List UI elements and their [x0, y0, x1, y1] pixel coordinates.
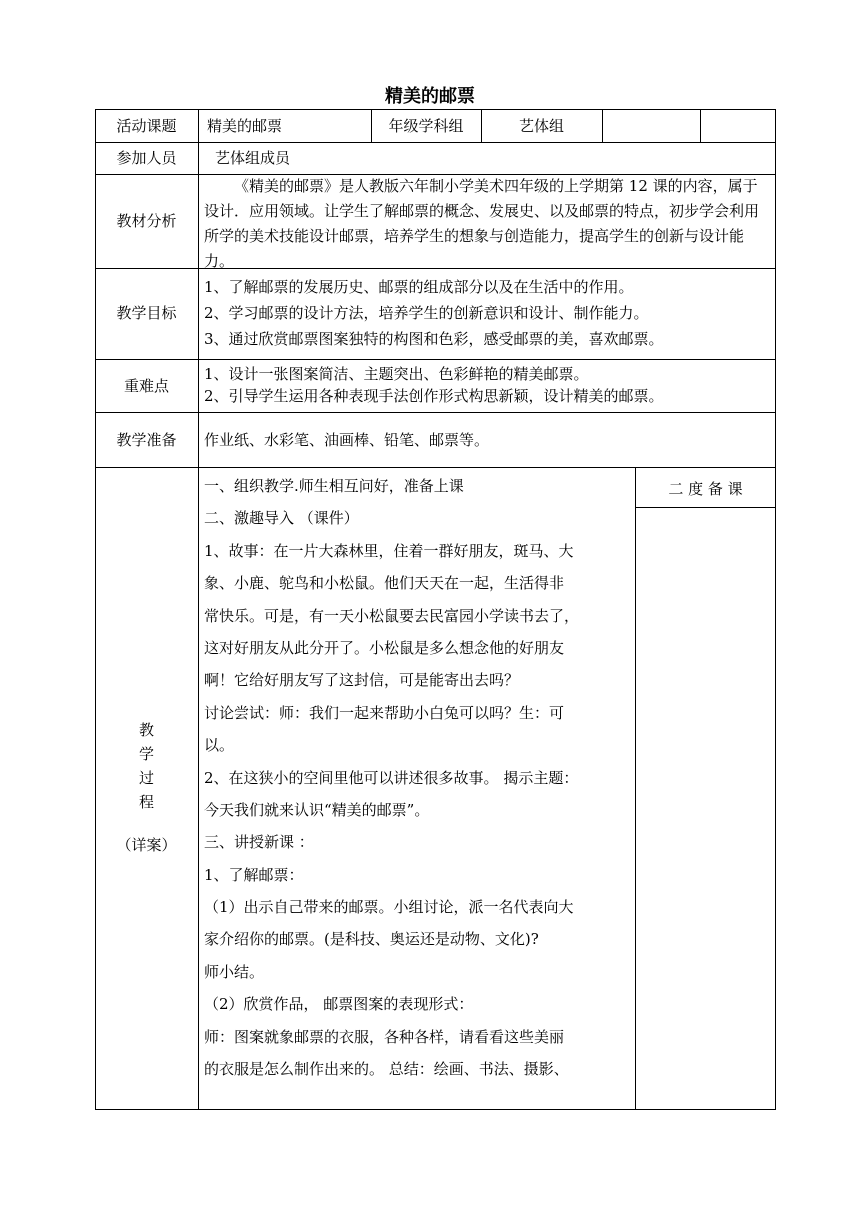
side-column-divider — [635, 467, 636, 1109]
key-point-item: 2、引导学生运用各种表现手法创作形式构思新颖，设计精美的邮票。 — [204, 387, 664, 405]
process-label-char: 过 — [138, 769, 154, 787]
process-line: 常快乐。可是，有一天小松鼠要去民富园小学读书去了， — [204, 606, 580, 625]
grade-value: 艺体组 — [518, 117, 564, 135]
process-line: 三、讲授新课 ： — [204, 833, 314, 852]
goal-item: 1、了解邮票的发展历史、邮票的组成部分以及在生活中的作用。 — [204, 278, 634, 296]
process-line: 1、了解邮票： — [204, 865, 304, 884]
process-line: 的衣服是怎么制作出来的。 总结：绘画、书法、摄影、 — [204, 1060, 569, 1079]
analysis-label: 教材分析 — [116, 212, 177, 230]
goal-item: 3、通过欣赏邮票图案独特的构图和色彩，感受邮票的美，喜欢邮票。 — [204, 330, 664, 348]
table-border-left — [95, 109, 96, 1110]
process-line: 象、小鹿、鸵鸟和小松鼠。他们天天在一起，生活得非 — [204, 574, 565, 593]
process-label-note: （详案） — [116, 836, 177, 854]
goals-label: 教学目标 — [116, 304, 177, 322]
key-point-item: 1、设计一张图案简洁、主题突出、色彩鲜艳的精美邮票。 — [204, 365, 589, 383]
process-line: 讨论尝试：师：我们一起来帮助小白兔可以吗？生：可 — [204, 703, 565, 722]
process-line: 师小结。 — [204, 962, 265, 981]
process-content — [204, 470, 634, 1085]
goal-item: 2、学习邮票的设计方法，培养学生的创新意识和设计、制作能力。 — [204, 304, 649, 322]
side-header-divider — [635, 507, 776, 508]
col-divider — [700, 109, 701, 142]
prep-label: 教学准备 — [116, 431, 177, 449]
process-line: 这对好朋友从此分开了。小松鼠是多么想念他的好朋友 — [204, 638, 565, 657]
process-line: 今天我们就来认识“精美的邮票”。 — [204, 800, 430, 819]
participants-label: 参加人员 — [116, 149, 177, 167]
participants-value: 艺体组成员 — [215, 149, 291, 167]
process-line: 1、故事：在一片大森林里，住着一群好朋友，斑马、大 — [204, 541, 574, 560]
process-line: 2、在这狭小的空间里他可以讲述很多故事。 揭示主题： — [204, 768, 579, 787]
grade-label: 年级学科组 — [388, 117, 464, 135]
page-title: 精美的邮票 — [385, 86, 475, 107]
second-preparation-header: 二 度 备 课 — [668, 480, 743, 498]
prep-value: 作业纸、水彩笔、油画棒、铅笔、邮票等。 — [204, 431, 490, 449]
process-line: 啊！它给好朋友写了这封信，可是能寄出去吗？ — [204, 671, 520, 690]
process-label-char: 学 — [138, 745, 154, 763]
process-label-char: 教 — [138, 721, 154, 739]
process-line: 一、组织教学.师生相互问好，准备上课 — [204, 477, 464, 495]
process-label-char: 程 — [138, 793, 154, 811]
process-line: 以。 — [204, 736, 235, 755]
process-line: 家介绍你的邮票。(是科技、奥运还是动物、文化)? — [204, 930, 539, 949]
process-line: 二、激趣导入 （课件） — [204, 509, 359, 528]
key-points-label: 重难点 — [123, 377, 169, 395]
lesson-plan-table — [95, 109, 776, 1110]
topic-label: 活动课题 — [116, 117, 177, 135]
process-line: （2）欣赏作品， 邮票图案的表现形式： — [204, 995, 474, 1014]
col-divider — [602, 109, 603, 142]
table-border-right — [775, 109, 776, 1110]
topic-value: 精美的邮票 — [207, 117, 283, 135]
process-line: 师：图案就象邮票的衣服，各种各样，请看看这些美丽 — [204, 1027, 565, 1046]
label-column-divider — [198, 109, 199, 1110]
analysis-text: 《精美的邮票》是人教版六年制小学美术四年级的上学期第 12 课的内容，属于设计．应用领域。让学生了解邮票的概念、发展史、以及邮票的特点，初步学会利用所学的美术技能设计邮票，培养学生的想象与创造能力，提高学生的创新与设计能力。 — [204, 177, 760, 270]
process-line: （1）出示自己带来的邮票。小组讨论，派一名代表向大 — [204, 898, 574, 917]
